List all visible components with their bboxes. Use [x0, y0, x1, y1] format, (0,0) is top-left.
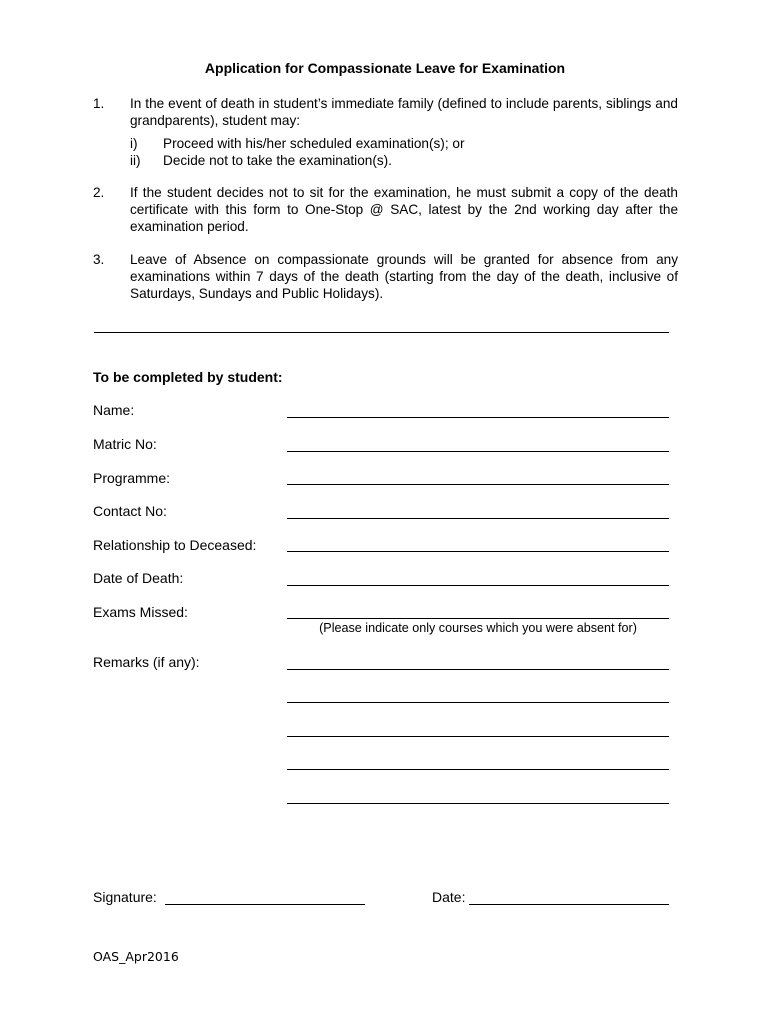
- date-label: Date:: [432, 889, 466, 905]
- date-field[interactable]: [469, 904, 669, 905]
- exams-missed-label: Exams Missed:: [93, 604, 188, 620]
- exams-missed-field[interactable]: [287, 618, 669, 619]
- remarks-line-4[interactable]: [287, 769, 669, 770]
- signature-label: Signature:: [93, 889, 157, 905]
- rule-number: 2.: [93, 185, 105, 200]
- exams-missed-note: (Please indicate only courses which you were absent for): [319, 621, 637, 635]
- section-divider: [94, 332, 669, 333]
- rule-number: 3.: [93, 252, 105, 267]
- programme-label: Programme:: [93, 470, 171, 486]
- name-field[interactable]: [287, 417, 669, 418]
- student-section-heading: To be completed by student:: [93, 369, 283, 385]
- date-of-death-label: Date of Death:: [93, 570, 184, 586]
- option-text: Proceed with his/her scheduled examination(s); or: [163, 136, 465, 151]
- relationship-label: Relationship to Deceased:: [93, 537, 257, 553]
- programme-field[interactable]: [287, 484, 669, 485]
- remarks-line-2[interactable]: [287, 702, 669, 703]
- rule-number: 1.: [93, 96, 105, 111]
- signature-field[interactable]: [165, 904, 365, 905]
- remarks-line-5[interactable]: [287, 803, 669, 804]
- option-number: ii): [130, 153, 141, 168]
- remarks-label: Remarks (if any):: [93, 654, 200, 670]
- matric-label: Matric No:: [93, 436, 157, 452]
- rule-text: If the student decides not to sit for the examination, he must submit a copy of the death certificate with this form to One-Stop @ SAC, latest by the 2nd working day after the examination period.: [130, 185, 678, 234]
- remarks-line-1[interactable]: [287, 669, 669, 670]
- name-label: Name:: [93, 402, 135, 418]
- rule-text: In the event of death in student’s immediate family (defined to include parents, siblings and grandparents), student may:: [130, 96, 678, 128]
- date-of-death-field[interactable]: [287, 585, 669, 586]
- option-number: i): [130, 136, 138, 151]
- remarks-line-3[interactable]: [287, 736, 669, 737]
- form-title: Application for Compassionate Leave for Examination: [204, 60, 566, 76]
- contact-label: Contact No:: [93, 503, 167, 519]
- rule-text: Leave of Absence on compassionate grounds will be granted for absence from any examinations within 7 days of the death (starting from the day of the death, inclusive of Saturdays, Sundays and Public Holidays).: [130, 252, 678, 301]
- matric-field[interactable]: [287, 451, 669, 452]
- form-code: OAS_Apr2016: [93, 949, 179, 964]
- option-text: Decide not to take the examination(s).: [163, 153, 392, 168]
- relationship-field[interactable]: [287, 551, 669, 552]
- contact-field[interactable]: [287, 518, 669, 519]
